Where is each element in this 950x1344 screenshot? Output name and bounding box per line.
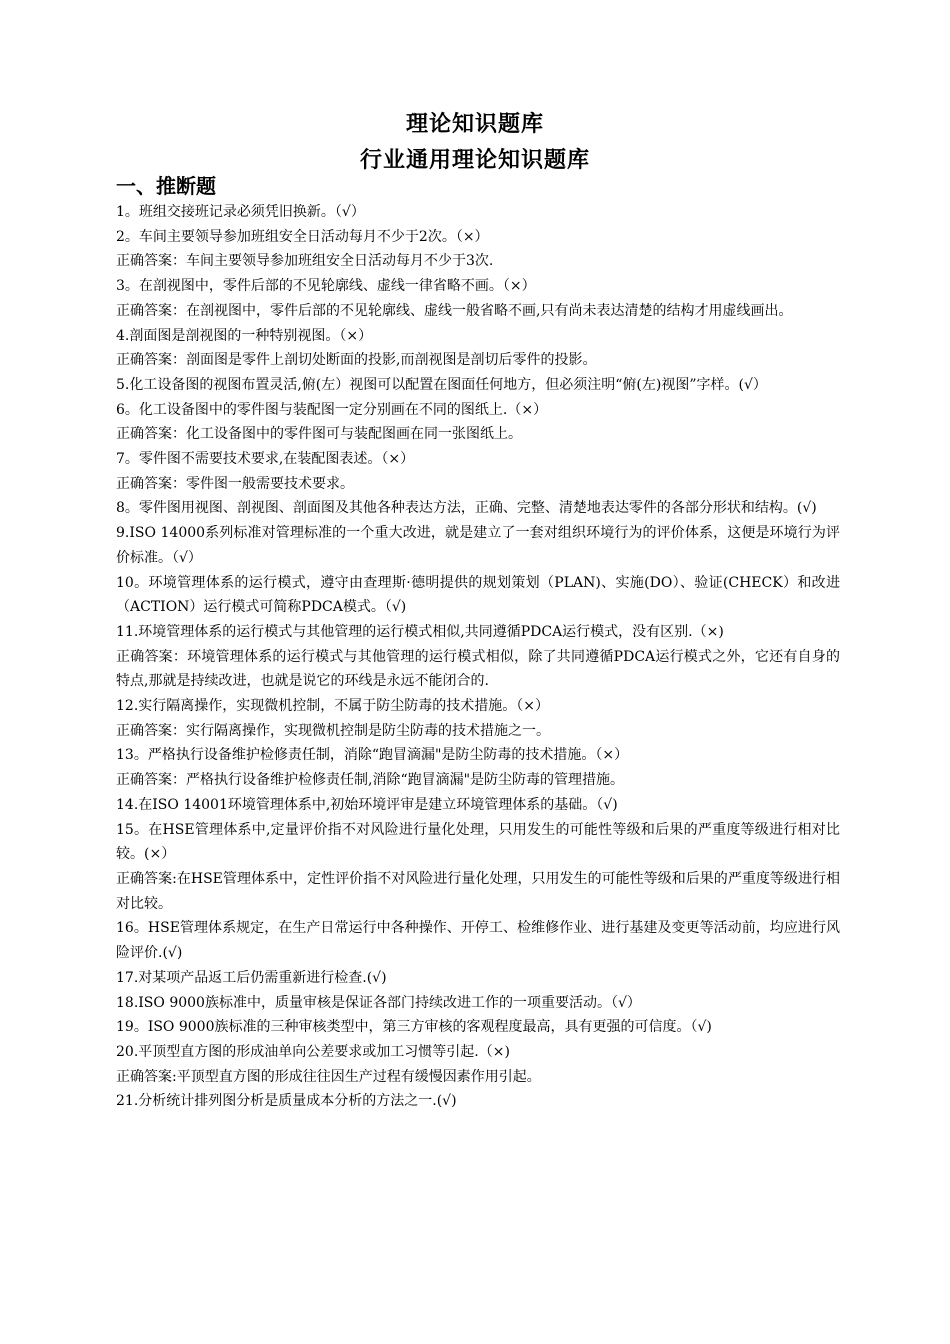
correct-answer: 正确答案：零件图一般需要技术要求。 [116,475,354,492]
question-item: 5.化工设备图的视图布置灵活,俯(左）视图可以配置在图面任何地方，但必须注明“俯(左)视图”字样。(√） [116,376,767,393]
question-item: 4.剖面图是剖视图的一种特别视图。（×） [116,327,373,344]
question-item: 16。HSE管理体系规定，在生产日常运行中各种操作、开停工、检维修作业、进行基建及变更等活动前，均应进行风险评价.(√) [116,920,840,962]
question-item: 12.实行隔离操作，实现微机控制，不属于防尘防毒的技术措施。（×） [116,698,549,715]
question-list [116,200,840,1114]
question-item: 13。严格执行设备维护检修责任制，消除“跑冒滴漏"是防尘防毒的技术措施。（×） [116,747,629,764]
question-item: 21.分析统计排列图分析是质量成本分析的方法之一.(√) [116,1093,457,1110]
document-title: 理论知识题库 [405,112,544,137]
correct-answer: 正确答案：化工设备图中的零件图可与装配图画在同一张图纸上。 [116,426,522,443]
question-item: 15。在HSE管理体系中,定量评价指不对风险进行量化处理，只用发生的可能性等级和后果的严重度等级进行相对比较。(×） [116,821,840,863]
document-subtitle: 行业通用理论知识题库 [359,148,590,173]
correct-answer: 正确答案：严格执行设备维护检修责任制,消除“跑冒滴漏"是防尘防毒的管理措施。 [116,772,625,789]
question-item: 10。环境管理体系的运行模式，遵守由查理斯·德明提供的规划策划（PLAN)、实施(DO）、验证(CHECK）和改进（ACTION）运行模式可简称PDCA模式。（√) [116,574,840,616]
question-item: 3。在剖视图中，零件后部的不见轮廓线、虚线一律省略不画。（×） [116,278,536,295]
correct-answer: 正确答案：车间主要领导参加班组安全日活动每月不少于3次. [116,253,494,270]
question-item: 6。化工设备图中的零件图与装配图一定分别画在不同的图纸上.（×） [116,401,548,418]
question-item: 17.对某项产品返工后仍需重新进行检查.(√) [116,969,387,986]
question-item: 18.ISO 9000族标准中，质量审核是保证各部门持续改进工作的一项重要活动。（√） [116,994,641,1011]
question-item: 1。班组交接班记录必须凭旧换新。（√） [116,204,365,220]
question-item: 11.环境管理体系的运行模式与其他管理的运行模式相似,共同遵循PDCA运行模式，没有区别.（×) [116,623,724,640]
question-item: 14.在ISO 14001环境管理体系中,初始环境评审是建立环境管理体系的基础。（√) [116,796,618,813]
question-item: 7。零件图不需要技术要求,在装配图表述。（×） [116,451,415,468]
correct-answer: 正确答案：在剖视图中，零件后部的不见轮廓线、虚线一般省略不画,只有尚未表达清楚的结构才用虚线画出。 [116,302,793,319]
question-item: 20.平顶型直方图的形成油单向公差要求或加工习惯等引起.（×) [116,1043,510,1060]
question-item: 9.ISO 14000系列标准对管理标准的一个重大改进，就是建立了一套对组织环境行为的评价体系，这便是环境行为评价标准。（√） [116,525,840,566]
correct-answer: 正确答案：环境管理体系的运行模式与其他管理的运行模式相似，除了共同遵循PDCA运行模式之外，它还有自身的特点,那就是持续改进，也就是说它的环线是永远不能闭合的. [116,648,840,690]
section-heading: 一、推断题 [116,174,216,198]
question-item: 2。车间主要领导参加班组安全日活动每月不少于2次。（×） [116,228,489,245]
correct-answer: 正确答案：实行隔离操作，实现微机控制是防尘防毒的技术措施之一。 [116,722,550,739]
question-item: 19。ISO 9000族标准的三种审核类型中，第三方审核的客观程度最高，具有更强的可信度。（√) [116,1019,712,1036]
correct-answer: 正确答案：剖面图是零件上剖切处断面的投影,而剖视图是剖切后零件的投影。 [116,352,597,369]
correct-answer: 正确答案:在HSE管理体系中，定性评价指不对风险进行量化处理，只用发生的可能性等级和后果的严重度等级进行相对比较。 [116,870,840,912]
question-item: 8。零件图用视图、剖视图、剖面图及其他各种表达方法，正确、完整、清楚地表达零件的各部分形状和结构。(√) [116,500,817,517]
correct-answer: 正确答案:平顶型直方图的形成往往因生产过程有缓慢因素作用引起。 [116,1068,541,1085]
